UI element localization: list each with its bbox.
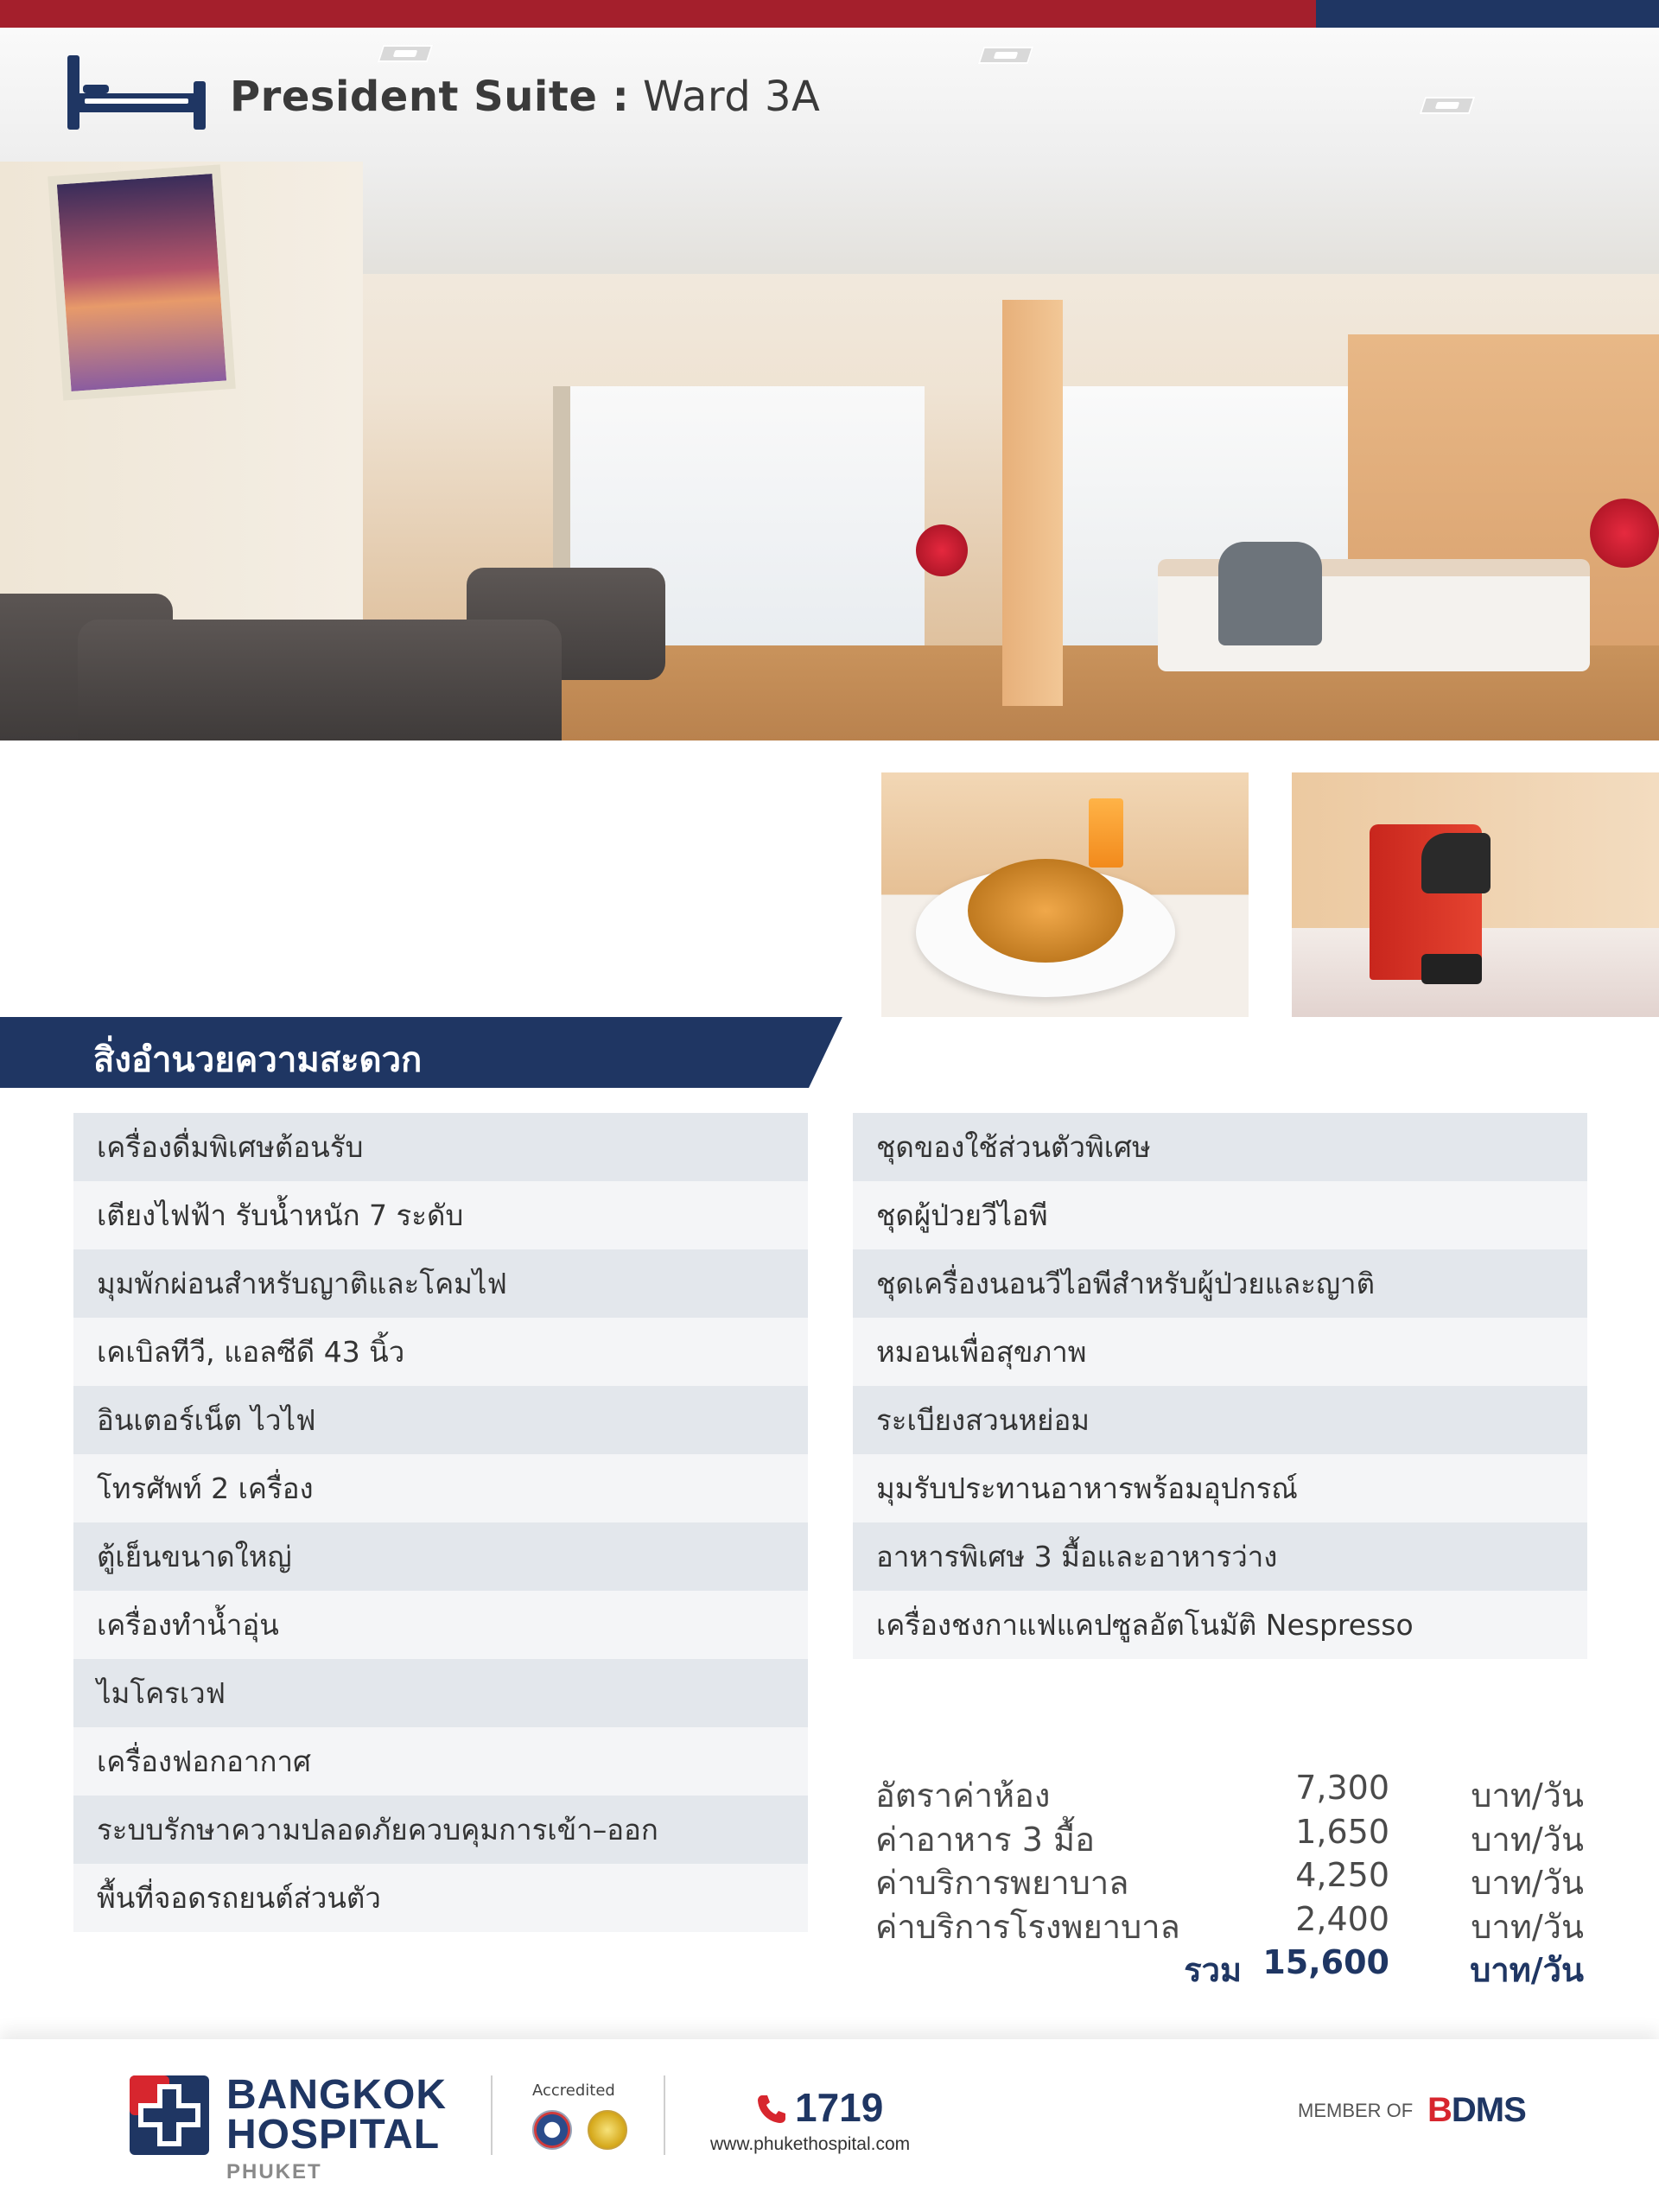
- amenity-item: พื้นที่จอดรถยนต์ส่วนตัว: [73, 1864, 808, 1932]
- amenity-item: อินเตอร์เน็ต ไวไฟ: [73, 1386, 808, 1454]
- price-unit: บาท/วัน: [1471, 1777, 1584, 1815]
- bed-icon: [67, 55, 206, 130]
- amenity-item: ระเบียงสวนหย่อม: [853, 1386, 1587, 1454]
- member-of-label: MEMBER OF: [1298, 2100, 1414, 2121]
- amenity-item: โทรศัพท์ 2 เครื่อง: [73, 1454, 808, 1522]
- footer-divider: [491, 2075, 493, 2155]
- amenity-item: ไมโครเวฟ: [73, 1659, 808, 1727]
- amenity-item: เครื่องชงกาแฟแคปซูลอัตโนมัติ Nespresso: [853, 1591, 1587, 1659]
- price-row: [875, 1769, 1584, 1813]
- main-room-photo: [0, 162, 1659, 741]
- amenity-item: อาหารพิเศษ 3 มื้อและอาหารว่าง: [853, 1522, 1587, 1591]
- accreditation-gold-badge-icon: [588, 2110, 627, 2150]
- photo-sofa: [78, 620, 562, 741]
- price-unit: บาท/วัน: [1471, 1820, 1584, 1859]
- hospital-name-line1: BANGKOK: [226, 2072, 447, 2118]
- top-color-strip-red: [0, 0, 1316, 28]
- amenity-item: ชุดเครื่องนอนวีไอพีสำหรับผู้ป่วยและญาติ: [853, 1249, 1587, 1318]
- amenity-item: มุมรับประทานอาหารพร้อมอุปกรณ์: [853, 1454, 1587, 1522]
- bangkok-hospital-logo-icon: [130, 2075, 209, 2155]
- photo-flowers: [916, 524, 968, 576]
- amenity-item: ตู้เย็นขนาดใหญ่: [73, 1522, 808, 1591]
- hospital-name-line2: HOSPITAL: [226, 2112, 441, 2158]
- price-unit: บาท/วัน: [1471, 1907, 1584, 1946]
- price-total-unit: บาท/วัน: [1470, 1951, 1584, 1989]
- amenity-item: ระบบรักษาความปลอดภัยควบคุมการเข้า–ออก: [73, 1796, 808, 1864]
- amenities-heading: สิ่งอำนวยความสะดวก: [93, 1040, 423, 1080]
- accredited-label: Accredited: [532, 2082, 615, 2100]
- photo-coffee-machine-top: [1421, 833, 1491, 893]
- amenity-item: เครื่องทำน้ำอุ่น: [73, 1591, 808, 1659]
- amenity-item: เครื่องฟอกอากาศ: [73, 1727, 808, 1796]
- price-amount: 1,650: [1295, 1812, 1389, 1851]
- photo-painting: [48, 164, 236, 400]
- bdms-logo-b: B: [1427, 2091, 1452, 2129]
- photo-coffee-tray: [1421, 954, 1482, 984]
- top-color-strip-navy: [1316, 0, 1659, 28]
- hospital-name: [226, 2072, 447, 2158]
- photo-juice: [1089, 798, 1123, 868]
- ceiling-light-decoration: [1420, 97, 1475, 114]
- price-amount: 4,250: [1295, 1856, 1389, 1894]
- ceiling-light-decoration: [378, 45, 433, 62]
- hotline-number-text: 1719: [795, 2085, 884, 2130]
- photo-dish: [968, 859, 1123, 963]
- amenities-list-right: [853, 1113, 1587, 1659]
- title-ward: Ward 3A: [643, 73, 821, 121]
- amenities-list-left: [73, 1113, 808, 1932]
- amenity-item: ชุดผู้ป่วยวีไอพี: [853, 1181, 1587, 1249]
- hotline-number[interactable]: [757, 2084, 883, 2131]
- bdms-logo-rest: DMS: [1451, 2091, 1526, 2129]
- price-table: [875, 1769, 1584, 1987]
- price-amount: 2,400: [1295, 1899, 1389, 1938]
- footer-divider: [664, 2075, 665, 2155]
- price-total-amount: 15,600: [1262, 1943, 1389, 1981]
- website-link[interactable]: www.phukethospital.com: [710, 2134, 911, 2154]
- ceiling-light-decoration: [978, 47, 1033, 64]
- amenity-item: เครื่องดื่มพิเศษต้อนรับ: [73, 1113, 808, 1181]
- amenity-item: มุมพักผ่อนสำหรับญาติและโคมไฟ: [73, 1249, 808, 1318]
- price-label: ค่าบริการโรงพยาบาล: [875, 1907, 1180, 1946]
- amenity-item: เตียงไฟฟ้า รับน้ำหนัก 7 ระดับ: [73, 1181, 808, 1249]
- price-label: ค่าอาหาร 3 มื้อ: [875, 1820, 1095, 1859]
- price-label: ค่าบริการพยาบาล: [875, 1864, 1129, 1902]
- title-room-name: President Suite :: [230, 73, 630, 121]
- price-row: [875, 1813, 1584, 1857]
- photo-flowers: [1590, 499, 1659, 568]
- coffee-machine-photo: [1292, 772, 1659, 1017]
- price-total-row: [875, 1943, 1584, 1987]
- price-unit: บาท/วัน: [1471, 1864, 1584, 1902]
- price-amount: 7,300: [1295, 1769, 1389, 1807]
- accreditation-badge-icon: [532, 2110, 572, 2150]
- amenity-item: เคเบิลทีวี, แอลซีดี 43 นิ้ว: [73, 1318, 808, 1386]
- price-row: [875, 1856, 1584, 1900]
- amenity-item: หมอนเพื่อสุขภาพ: [853, 1318, 1587, 1386]
- food-photo: [881, 772, 1249, 1017]
- photo-pillar: [1002, 300, 1063, 706]
- hospital-branch: PHUKET: [226, 2160, 322, 2183]
- photo-armchair: [1218, 542, 1322, 645]
- page-title: [230, 73, 820, 121]
- amenity-item: ชุดของใช้ส่วนตัวพิเศษ: [853, 1113, 1587, 1181]
- price-total-label: รวม: [1184, 1951, 1242, 1989]
- price-row: [875, 1900, 1584, 1944]
- bdms-logo: [1427, 2091, 1526, 2130]
- price-label: อัตราค่าห้อง: [875, 1777, 1051, 1815]
